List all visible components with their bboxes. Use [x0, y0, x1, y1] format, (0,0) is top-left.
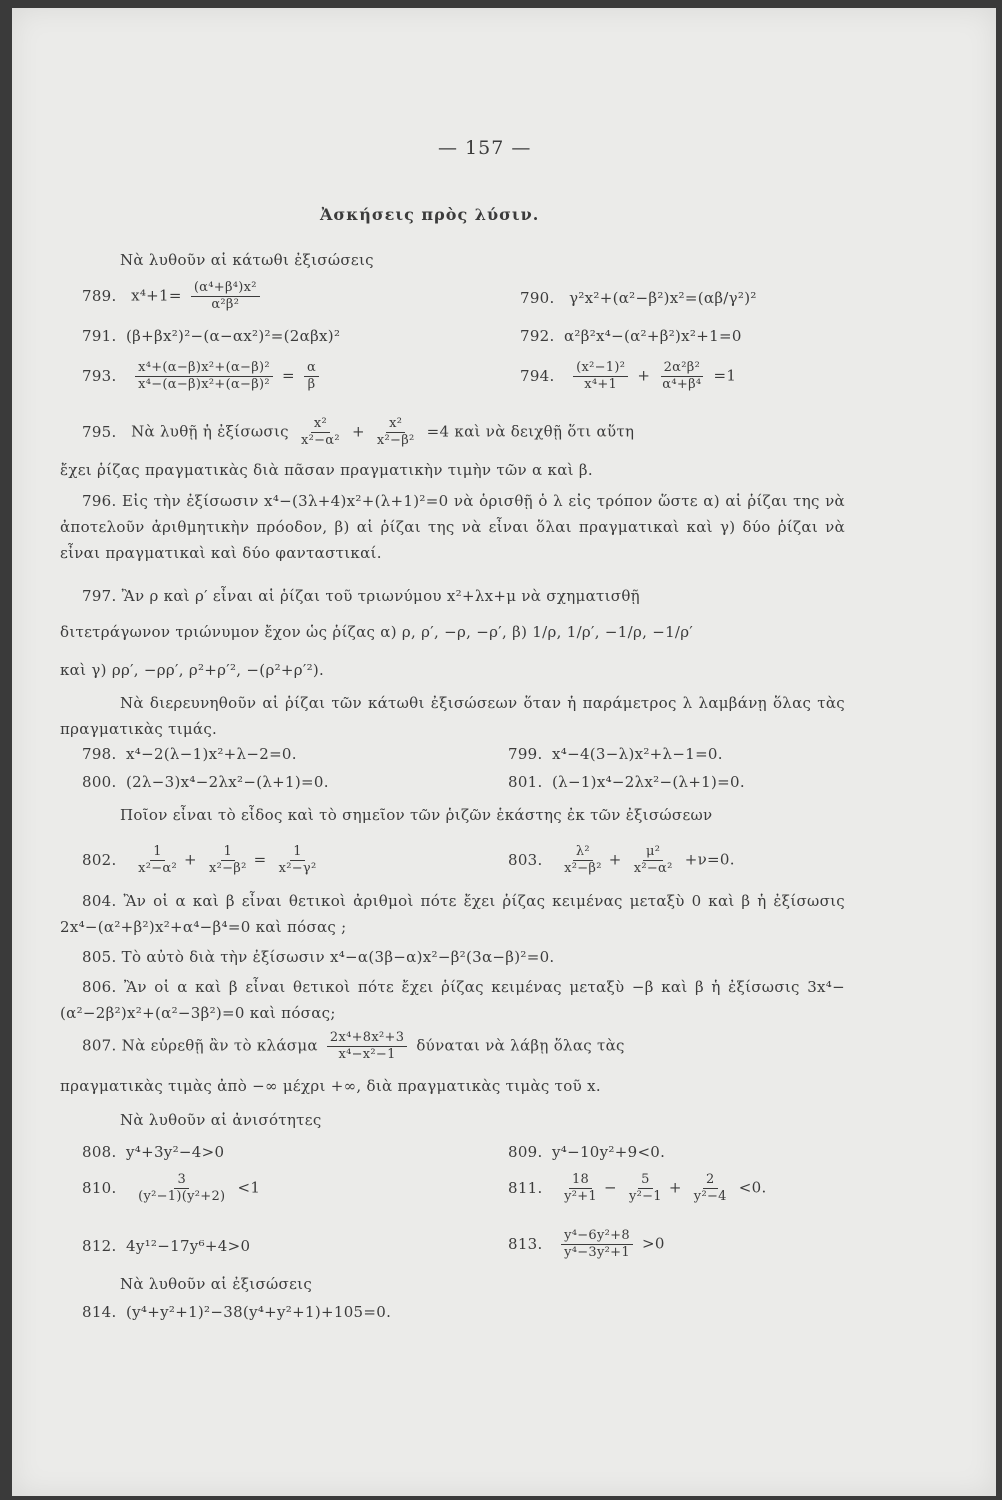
fraction: $\frac{3}{\text{(y²−1)(y²+2)}}$ — [138, 1172, 226, 1204]
exercise-797-line3: καὶ γ) ρρ′, −ρρ′, ρ²+ρ′², −(ρ²+ρ′²). — [60, 661, 325, 679]
intro-inequalities: Νὰ λυθοῦν αἱ ἀνισότητες — [120, 1111, 322, 1129]
fraction: $\frac{\text{(α⁴+β⁴)x²}}{\text{α²β²}}$ — [191, 280, 260, 313]
fraction: $\frac{1}{\text{x²−β²}}$ — [208, 844, 247, 876]
exercise-793: 793. $\frac{\text{x⁴+(α−β)x²+(α−β)²}}{\text{x⁴−(α−β)x²+(α−β)²}}$ = $\frac{\alpha}{\beta}$ — [82, 360, 323, 393]
exercise-797-line2: διτετράγωνον τριώνυμον ἔχον ὡς ῥίζας α) ρ, ρ′, −ρ, −ρ′, β) 1/ρ, 1/ρ′, −1/ρ, −1/ρ′ — [60, 623, 694, 641]
intro-equations: Νὰ λυθοῦν αἱ κάτωθι ἐξισώσεις — [120, 251, 374, 269]
exercise-792: 792. α²β²x⁴−(α²+β²)x²+1=0 — [520, 327, 742, 345]
exercise-809: 809. y⁴−10y²+9<0. — [508, 1143, 666, 1161]
intro-equations-final: Νὰ λυθοῦν αἱ ἐξισώσεις — [120, 1275, 313, 1293]
fraction: $\frac{\alpha}{\beta}$ — [304, 360, 319, 393]
exercise-810: 810. $\frac{3}{\text{(y²−1)(y²+2)}}$ <1 — [82, 1172, 261, 1204]
fraction: $\frac{\text{μ²}}{\text{x²−α²}}$ — [633, 844, 673, 876]
fraction: $\frac{\text{x²}}{\text{x²−α²}}$ — [300, 416, 340, 448]
exercise-805: 805. Τὸ αὐτὸ διὰ τὴν ἐξίσωσιν x⁴−α(3β−α)x²−β²(3α−β)²=0. — [82, 948, 555, 966]
fraction: $\frac{1}{\text{x²−α²}}$ — [138, 844, 178, 876]
intro-roots: Νὰ διερευνηθοῦν αἱ ῥίζαι τῶν κάτωθι ἐξισώσεων ὅταν ἡ παράμετρος λ λαμβάνῃ ὅλας τὰς πραγματικὰς τιμάς. — [60, 694, 845, 738]
exercise-794: 794. $\frac{\text{(x²−1)²}}{\text{x⁴+1}}$ + $\frac{\text{2α²β²}}{\text{α⁴+β⁴}}$ =1 — [520, 360, 737, 392]
exercise-801: 801. (λ−1)x⁴−2λx²−(λ+1)=0. — [508, 773, 745, 791]
exercise-795-line2: ἔχει ῥίζας πραγματικὰς διὰ πᾶσαν πραγματικὴν τιμὴν τῶν α καὶ β. — [60, 461, 593, 479]
exercise-804: 804. Ἂν οἱ α καὶ β εἶναι θετικοὶ ἀριθμοὶ πότε ἔχει ῥίζας κειμένας μεταξὺ 0 καὶ β ἡ ἐξίσωσις 2x⁴−(α²+β²)x²+α⁴−β⁴=0 καὶ πόσας ; — [60, 892, 845, 936]
exercise-795: 795. Νὰ λυθῇ ἡ ἐξίσωσις $\frac{\text{x²}}{\text{x²−α²}}$ + $\frac{\text{x²}}{\text{x²−β²}}$ =4 καὶ νὰ δειχθῇ ὅτι αὕτη — [82, 416, 635, 448]
exercise-791: 791. (β+βx²)²−(α−αx²)²=(2αβx)² — [82, 327, 341, 345]
fraction: $\frac{2}{\text{y²−4}}$ — [693, 1172, 727, 1204]
exercise-796: 796. Εἰς τὴν ἐξίσωσιν x⁴−(3λ+4)x²+(λ+1)²=0 νὰ ὁρισθῇ ὁ λ εἰς τρόπον ὥστε α) αἱ ῥίζαι της νὰ ἀποτελοῦν ἀριθμητικὴν πρόοδον, β) αἱ ῥίζαι της νὰ εἶναι ὅλαι πραγματικαὶ καὶ γ) δύο ῥίζαι νὰ εἶναι πραγματικαὶ καὶ δύο φανταστικαί. — [60, 492, 845, 562]
fraction: $\frac{5}{\text{y²−1}}$ — [628, 1172, 662, 1204]
exercise-790: 790. γ²x²+(α²−β²)x²=(αβ/γ²)² — [520, 289, 757, 307]
exercise-789: 789. x⁴+1= $\frac{\text{(α⁴+β⁴)x²}}{\text{α²β²}}$ — [82, 280, 264, 313]
exercise-799: 799. x⁴−4(3−λ)x²+λ−1=0. — [508, 745, 723, 763]
exercise-802: 802. $\frac{1}{\text{x²−α²}}$ + $\frac{1}{\text{x²−β²}}$ = $\frac{1}{\text{x²−γ²}}$ — [82, 844, 323, 877]
exercise-812: 812. 4y¹²−17y⁶+4>0 — [82, 1237, 251, 1255]
exercise-797-line1: 797. Ἂν ρ καὶ ρ′ εἶναι αἱ ῥίζαι τοῦ τριωνύμου x²+λx+μ νὰ σχηματισθῇ — [82, 587, 640, 605]
section-heading: Ἀσκήσεις πρὸς λύσιν. — [320, 205, 540, 224]
exercise-808: 808. y⁴+3y²−4>0 — [82, 1143, 225, 1161]
exercise-798: 798. x⁴−2(λ−1)x²+λ−2=0. — [82, 745, 297, 763]
fraction: $\frac{\text{x⁴+(α−β)x²+(α−β)²}}{\text{x⁴−(α−β)x²+(α−β)²}}$ — [135, 360, 273, 393]
fraction: $\frac{\text{2x⁴+8x²+3}}{\text{x⁴−x²−1}}$ — [327, 1030, 407, 1063]
fraction: $\frac{\text{x²}}{\text{x²−β²}}$ — [376, 416, 415, 448]
fraction: $\frac{\text{y⁴−6y²+8}}{\text{y⁴−3y²+1}}$ — [561, 1228, 633, 1261]
exercise-807-line2: πραγματικὰς τιμὰς ἀπὸ −∞ μέχρι +∞, διὰ πραγματικὰς τιμὰς τοῦ x. — [60, 1077, 601, 1095]
fraction: $\frac{1}{\text{x²−γ²}}$ — [278, 844, 317, 876]
exercise-814: 814. (y⁴+y²+1)²−38(y⁴+y²+1)+105=0. — [82, 1303, 392, 1321]
intro-sign: Ποῖον εἶναι τὸ εἶδος καὶ τὸ σημεῖον τῶν ῥιζῶν ἑκάστης ἐκ τῶν ἐξισώσεων — [120, 806, 713, 824]
exercise-800: 800. (2λ−3)x⁴−2λx²−(λ+1)=0. — [82, 773, 329, 791]
fraction: $\frac{\text{2α²β²}}{\text{α⁴+β⁴}}$ — [662, 360, 702, 392]
page-number: — 157 — — [438, 137, 532, 159]
exercise-806: 806. Ἂν οἱ α καὶ β εἶναι θετικοὶ πότε ἔχει ῥίζας κειμένας μεταξὺ −β καὶ β ἡ ἐξίσωσις 3x⁴−(α²−2β²)x²+(α²−3β²)=0 καὶ πόσας; — [60, 978, 845, 1022]
exercise-813: 813. $\frac{\text{y⁴−6y²+8}}{\text{y⁴−3y²+1}}$ >0 — [508, 1228, 665, 1260]
exercise-811: 811. $\frac{18}{\text{y²+1}}$ − $\frac{5}{\text{y²−1}}$ + $\frac{2}{\text{y²−4}}$ <0. — [508, 1172, 767, 1204]
exercise-803: 803. $\frac{\text{λ²}}{\text{x²−β²}}$ + $\frac{\text{μ²}}{\text{x²−α²}}$ +ν=0. — [508, 844, 735, 876]
exercise-807: 807. Νὰ εὑρεθῇ ἂν τὸ κλάσμα $\frac{\text{2x⁴+8x²+3}}{\text{x⁴−x²−1}}$ δύναται νὰ λάβῃ ὅλας τὰς — [82, 1030, 625, 1062]
fraction: $\frac{\text{λ²}}{\text{x²−β²}}$ — [564, 844, 602, 876]
fraction: $\frac{\text{(x²−1)²}}{\text{x⁴+1}}$ — [573, 360, 628, 393]
fraction: $\frac{18}{\text{y²+1}}$ — [564, 1172, 597, 1204]
page — [12, 8, 996, 1496]
